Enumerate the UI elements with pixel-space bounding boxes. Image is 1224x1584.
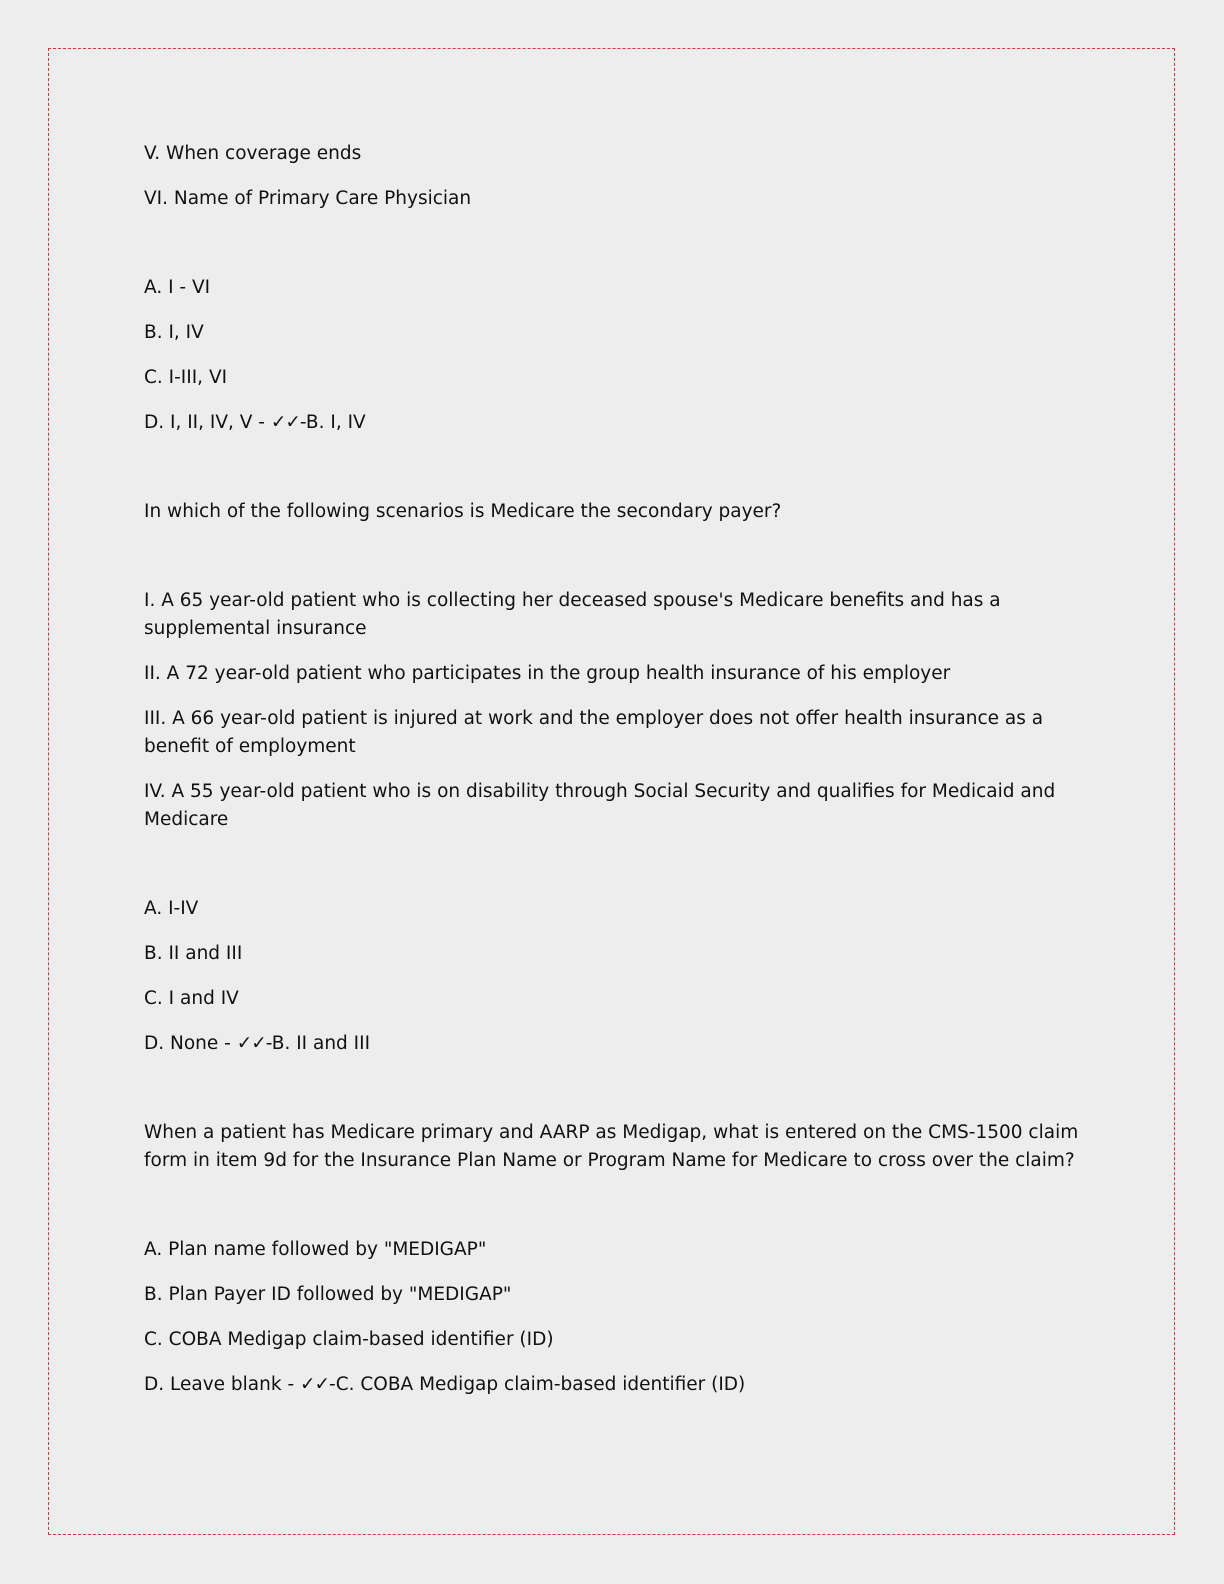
checkmark-icon: ✓✓: [236, 1033, 266, 1054]
scenario-iv: IV. A 55 year-old patient who is on disability through Social Security and qualifies for Medicaid and Medicare: [144, 781, 1056, 830]
option-d-with-answer: [144, 409, 1084, 437]
option-b: B. I, IV: [144, 322, 204, 343]
option-c: C. I-III, VI: [144, 367, 228, 388]
spacer: [144, 1192, 1084, 1236]
spacer: [144, 1075, 1084, 1119]
spacer: [144, 230, 1084, 274]
document-content: [144, 140, 1084, 1416]
option-b: B. Plan Payer ID followed by "MEDIGAP": [144, 1284, 512, 1305]
answer-text: -B. II and III: [265, 1033, 371, 1054]
scenario-i: I. A 65 year-old patient who is collecting her deceased spouse's Medicare benefits and has a supplemental insurance: [144, 590, 1001, 639]
option-d-with-answer: [144, 1371, 1084, 1399]
list-item-vi: VI. Name of Primary Care Physician: [144, 188, 472, 209]
spacer: [144, 851, 1084, 895]
option-d: D. Leave blank -: [144, 1374, 301, 1395]
option-d: D. I, II, IV, V -: [144, 412, 271, 433]
option-b: B. II and III: [144, 943, 243, 964]
scenario-ii: II. A 72 year-old patient who participates in the group health insurance of his employer: [144, 663, 951, 684]
answer-text: -B. I, IV: [299, 412, 366, 433]
checkmark-icon: ✓✓: [300, 1374, 330, 1395]
question-text: In which of the following scenarios is Medicare the secondary payer?: [144, 501, 782, 522]
checkmark-icon: ✓✓: [270, 412, 300, 433]
option-a: A. Plan name followed by "MEDIGAP": [144, 1239, 487, 1260]
list-item-v: V. When coverage ends: [144, 143, 362, 164]
spacer: [144, 543, 1084, 587]
scenario-iii: III. A 66 year-old patient is injured at work and the employer does not offer health insurance as a benefit of employment: [144, 708, 1044, 757]
option-a: A. I - VI: [144, 277, 211, 298]
option-c: C. COBA Medigap claim-based identifier (ID): [144, 1329, 554, 1350]
answer-text: -C. COBA Medigap claim-based identifier (ID): [329, 1374, 746, 1395]
option-d: D. None -: [144, 1033, 237, 1054]
question-text: When a patient has Medicare primary and AARP as Medigap, what is entered on the CMS-1500 claim form in item 9d for the Insurance Plan Name or Program Name for Medicare to cross over the claim?: [144, 1122, 1079, 1171]
option-c: C. I and IV: [144, 988, 239, 1009]
spacer: [144, 454, 1084, 498]
option-a: A. I-IV: [144, 898, 199, 919]
option-d-with-answer: [144, 1030, 1084, 1058]
